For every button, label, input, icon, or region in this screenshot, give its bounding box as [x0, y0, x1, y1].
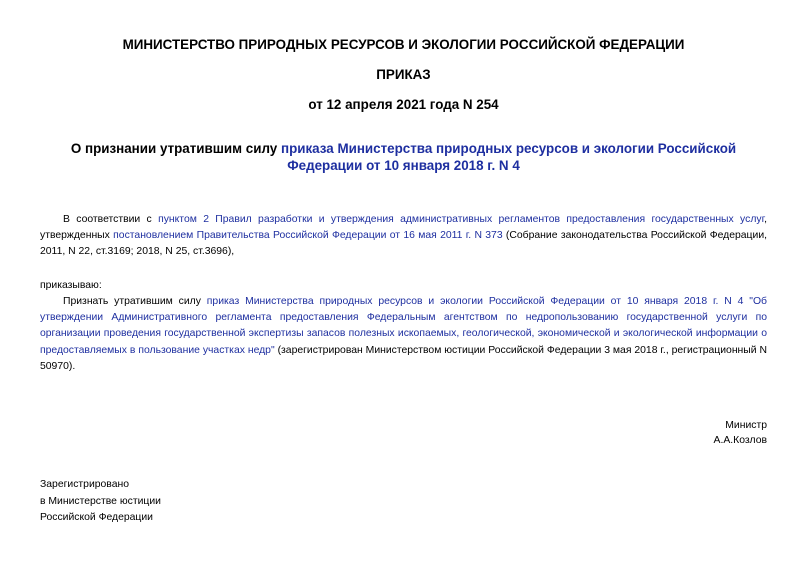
- paragraph1-text-3: (Собрание законодательства Российской Федерации, 2011, N 22, ст.3169; 2018, N 25, ст.3696),: [40, 230, 768, 258]
- title-prefix: О признании утратившим силу: [70, 141, 281, 156]
- link-revoked-order-full[interactable]: приказ Министерства природных ресурсов и экологии Российской Федерации от 10 января 2018 г. N 4 "Об утверждении Административного регламента предоставления Федеральным агентством по недропользованию государственной услуги по организации проведения государственной экспертизы запасов полезных ископаемых, геологической, экономической и экологической информации о предоставляемых в пользование участках недр": [40, 296, 767, 356]
- signature-name: А.А.Козлов: [713, 435, 767, 446]
- paragraph1-text-1: В соответствии с: [63, 214, 159, 225]
- signature-position: Министр: [725, 420, 767, 431]
- title-link-revoked-order[interactable]: приказа Министерства природных ресурсов и экологии Российской Федерации от 10 января 2018 г. N 4: [280, 141, 737, 173]
- document-title: [40, 140, 767, 174]
- registration-line-2: в Министерстве юстиции: [40, 495, 161, 507]
- registration-line-1: Зарегистрировано: [40, 479, 130, 490]
- paragraph-order-word: [40, 278, 767, 294]
- paragraph-legal-basis: [40, 212, 767, 261]
- registration-note: [40, 477, 161, 527]
- document-date-number: от 12 апреля 2021 года N 254: [308, 97, 499, 112]
- registration-line-3: Российской Федерации: [40, 512, 153, 523]
- link-government-resolution-373[interactable]: постановлением Правительства Российской Федерации от 16 мая 2011 г. N 373: [113, 230, 503, 242]
- document-type: ПРИКАЗ: [376, 67, 431, 82]
- paragraph-revocation: [40, 294, 767, 375]
- paragraph3-text-2: (зарегистрирован Министерством юстиции Российской Федерации 3 мая 2018 г., регистрационный N 50970).: [40, 344, 767, 372]
- paragraph1-text-2: , утвержденных: [40, 214, 767, 242]
- link-rules-clause-2[interactable]: пунктом 2 Правил разработки и утверждения административных регламентов предоставления государственных услуг: [158, 214, 765, 225]
- paragraph3-text-1: Признать утратившим силу: [63, 296, 207, 307]
- ministry-name: МИНИСТЕРСТВО ПРИРОДНЫХ РЕСУРСОВ И ЭКОЛОГИИ РОССИЙСКОЙ ФЕДЕРАЦИИ: [122, 37, 685, 52]
- order-word: приказываю:: [40, 280, 102, 291]
